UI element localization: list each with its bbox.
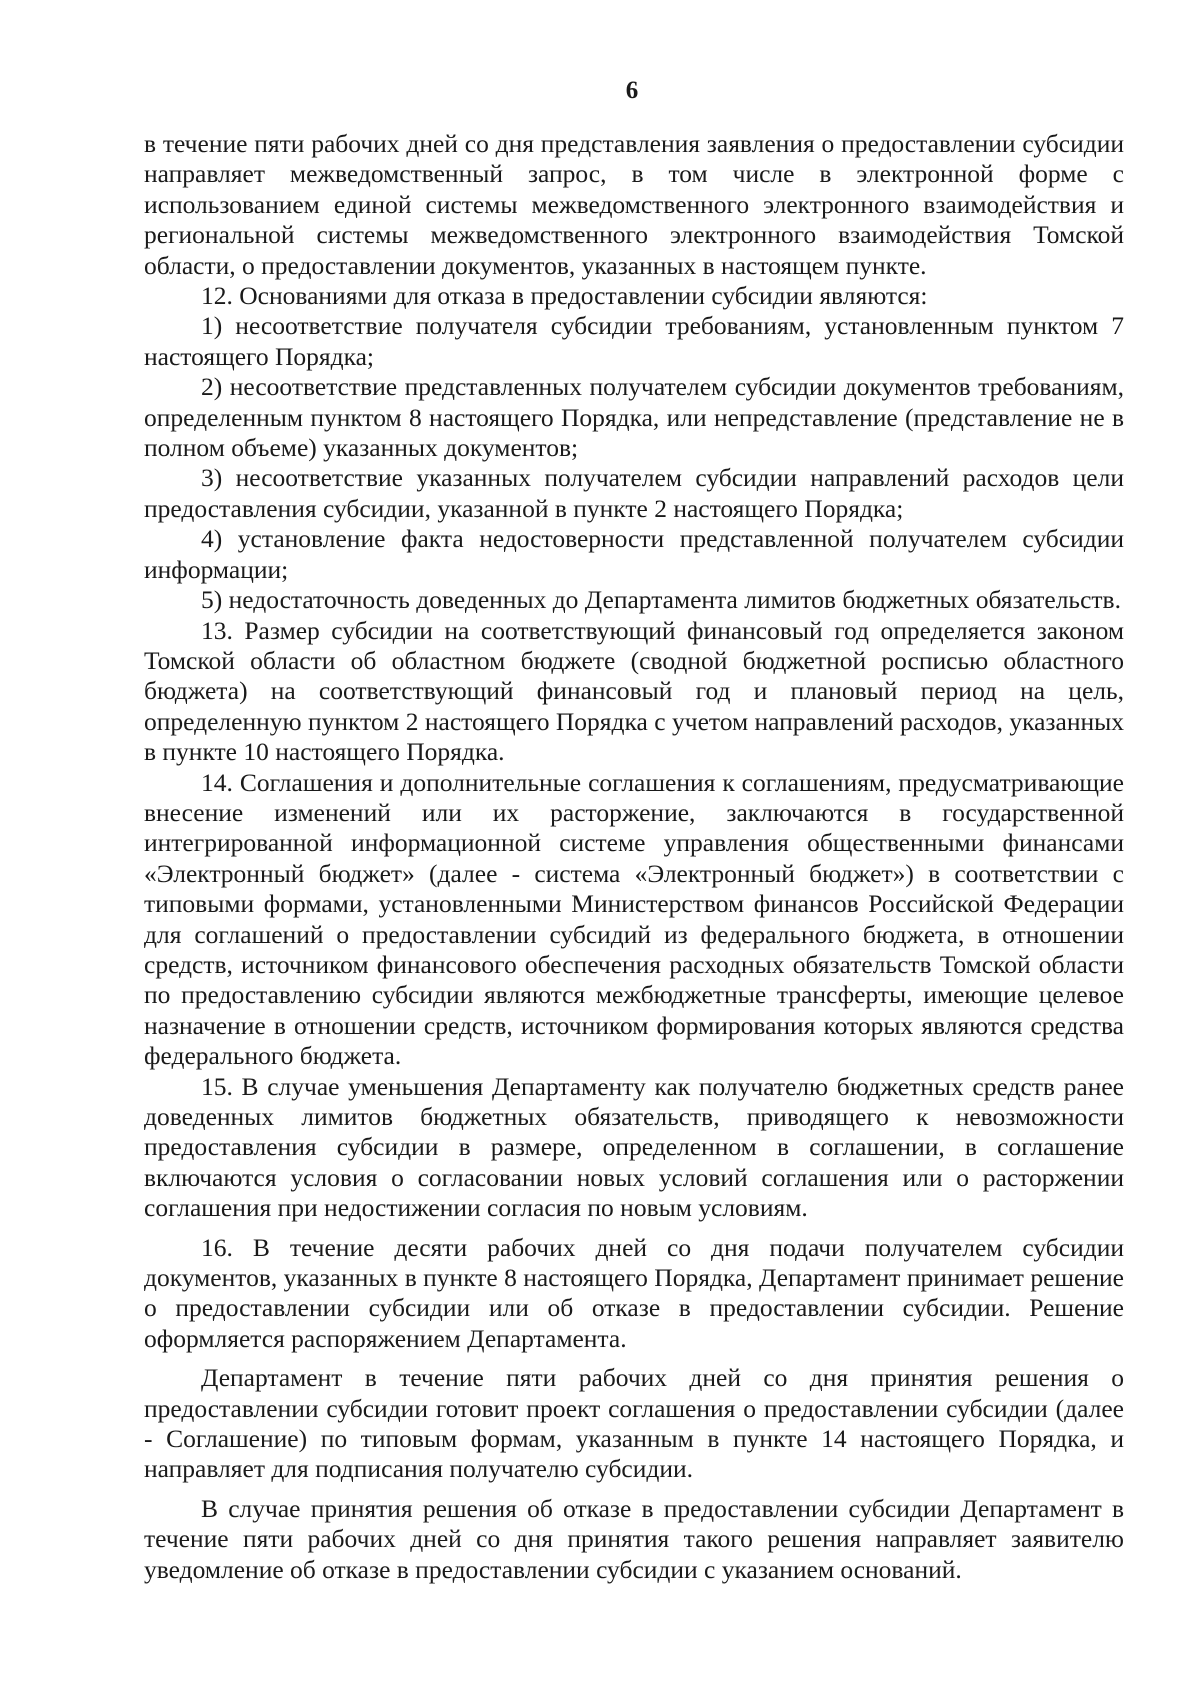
- paragraph-subitem-2: 2) несоответствие представленных получателем субсидии документов требованиям, определенным пунктом 8 настоящего Порядка, или непредставление (представление не в полном объеме) указанных документов;: [144, 372, 1124, 463]
- paragraph-subitem-4: 4) установление факта недостоверности представленной получателем субсидии информации;: [144, 524, 1124, 584]
- page-number: 6: [625, 77, 639, 104]
- paragraph-item-12: 12. Основаниями для отказа в предоставлении субсидии являются:: [201, 281, 928, 311]
- paragraph-item-13: 13. Размер субсидии на соответствующий финансовый год определяется законом Томской области об областном бюджете (сводной бюджетной росписью областного бюджета) на соответствующий финансовый год и плановый период на цель, определенную пунктом 2 настоящего Порядка с учетом направлений расходов, указанных в пункте 10 настоящего Порядка.: [144, 615, 1124, 767]
- paragraph-subitem-1: 1) несоответствие получателя субсидии требованиям, установленным пунктом 7 настоящего Порядка;: [144, 311, 1124, 371]
- paragraph-continuation: в течение пяти рабочих дней со дня представления заявления о предоставлении субсидии направляет межведомственный запрос, в том числе в электронной форме с использованием единой системы межведомственного электронного взаимодействия и региональной системы межведомственного электронного взаимодействия Томской области, о предоставлении документов, указанных в настоящем пункте.: [144, 129, 1124, 280]
- document-body: [144, 129, 1124, 1585]
- paragraph-item-14: 14. Соглашения и дополнительные соглашения к соглашениям, предусматривающие внесение изменений или их расторжение, заключаются в государственной интегрированной информационной системе управления общественными финансами «Электронный бюджет» (далее - система «Электронный бюджет») в соответствии с типовыми формами, установленными Министерством финансов Российской Федерации для соглашений о предоставлении субсидий из федерального бюджета, в отношении средств, источником финансового обеспечения расходных обязательств Томской области по предоставлению субсидии являются межбюджетные трансферты, имеющие целевое назначение в отношении средств, источником формирования которых являются средства федерального бюджета.: [144, 767, 1124, 1071]
- paragraph-agreement-preparation: Департамент в течение пяти рабочих дней со дня принятия решения о предоставлении субсидии готовит проект соглашения о предоставлении субсидии (далее - Соглашение) по типовым формам, указанным в пункте 14 настоящего Порядка, и направляет для подписания получателю субсидии.: [144, 1363, 1124, 1484]
- paragraph-item-16: 16. В течение десяти рабочих дней со дня подачи получателем субсидии документов, указанных в пункте 8 настоящего Порядка, Департамент принимает решение о предоставлении субсидии или об отказе в предоставлении субсидии. Решение оформляется распоряжением Департамента.: [144, 1232, 1124, 1353]
- paragraph-refusal-notice: В случае принятия решения об отказе в предоставлении субсидии Департамент в течение пяти рабочих дней со дня принятия такого решения направляет заявителю уведомление об отказе в предоставлении субсидии с указанием оснований.: [144, 1493, 1124, 1584]
- paragraph-item-15: 15. В случае уменьшения Департаменту как получателю бюджетных средств ранее доведенных лимитов бюджетных обязательств, приводящего к невозможности предоставления субсидии в размере, определенном в соглашении, в соглашение включаются условия о согласовании новых условий соглашения или о расторжении соглашения при недостижении согласия по новым условиям.: [144, 1071, 1124, 1223]
- paragraph-subitem-5: 5) недостаточность доведенных до Департамента лимитов бюджетных обязательств.: [201, 585, 1121, 615]
- paragraph-subitem-3: 3) несоответствие указанных получателем субсидии направлений расходов цели предоставления субсидии, указанной в пункте 2 настоящего Порядка;: [144, 463, 1124, 523]
